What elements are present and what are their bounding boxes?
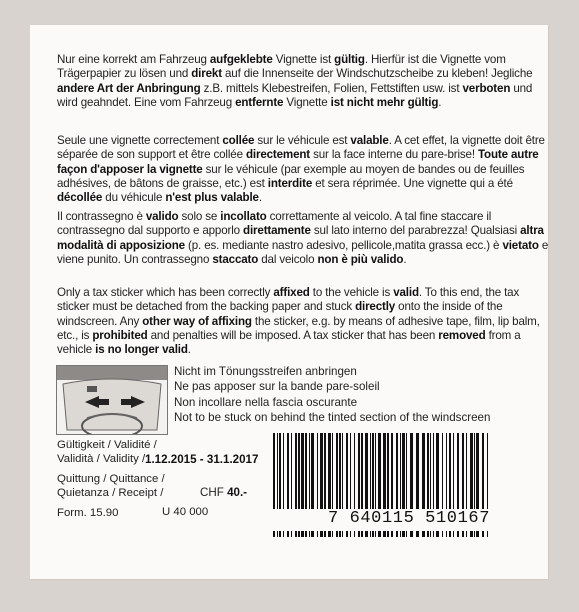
paragraph-text: und wird geahndet. Eine vom Fahrzeug	[57, 81, 533, 109]
emphasis-text: valido	[145, 210, 179, 223]
emphasis-text: non è più valido	[317, 252, 404, 266]
emphasis-text: removed	[438, 328, 486, 342]
emphasis-text: incollato	[220, 210, 267, 223]
paragraph-text: and penalties will be imposed. A tax sticker that has been	[147, 328, 439, 342]
emphasis-text: valid	[393, 286, 419, 299]
paragraph-text: . Hierfür ist die Vignette vom Trägerpapier zu lösen und	[57, 53, 506, 81]
paragraph-english	[57, 286, 552, 357]
emphasis-text: ist nicht mehr gültig	[330, 95, 439, 109]
paragraph-french	[57, 134, 552, 205]
emphasis-text: interdite	[267, 176, 313, 190]
emphasis-text: other way of affixing	[142, 314, 252, 328]
emphasis-text: staccato	[212, 252, 259, 266]
emphasis-text: verboten	[462, 81, 511, 95]
paragraph-text: (p. es. mediante nastro adesivo, pellicole,matita grassa ecc.) è	[184, 238, 503, 252]
windscreen-icon	[57, 366, 167, 434]
emphasis-text: aufgeklebte	[209, 53, 273, 66]
paragraph-text: correttamente al veicolo. A tal fine staccare il contrassegno dal supporto e apporlo	[57, 210, 492, 238]
paragraph-text: sur la face interne du pare-brise!	[310, 148, 478, 162]
emphasis-text: directement	[245, 148, 311, 162]
paragraph-text: .	[438, 95, 442, 109]
paragraph-text: dal veicolo	[258, 252, 318, 266]
paragraph-text: et sera réprimée. Une vignette qui a été	[312, 176, 513, 190]
emphasis-text: décollée	[57, 191, 103, 205]
warning-line-de: Nicht im Tönungsstreifen anbringen	[174, 365, 357, 378]
paragraph-text: auf die Innenseite der Windschutzscheibe zu kleben! Jegliche	[221, 67, 533, 81]
emphasis-text: direkt	[191, 67, 222, 81]
emphasis-text: valable	[350, 134, 389, 147]
barcode-number: 7 640115 510167	[273, 509, 490, 531]
paragraph-italian	[57, 210, 552, 267]
paragraph-text: .	[403, 252, 407, 266]
paragraph-text: Il contrassegno è	[57, 210, 146, 223]
receipt-label: Quittung / Quittance / Quietanza / Receipt /	[57, 473, 165, 500]
emphasis-text: prohibited	[92, 328, 148, 342]
paragraph-text: sul lato interno del parabrezza! Qualsiasi	[310, 224, 521, 238]
warning-line-en: Not to be stuck on behind the tinted section of the windscreen	[174, 411, 491, 425]
paragraph-text: sur le véhicule est	[254, 134, 351, 147]
emphasis-text: directly	[355, 300, 396, 314]
emphasis-text: n'est plus valable	[165, 191, 259, 205]
form-number: Form. 15.90	[57, 507, 119, 519]
price-currency: CHF	[200, 486, 224, 499]
paragraph-text: sur le véhicule (par exemple au moyen de bandes ou de feuilles adhésives, de bâtons de graisse, etc.) est	[57, 162, 525, 190]
emphasis-text: Toute autre façon d'apposer la vignette	[57, 148, 539, 176]
paragraph-text: to the vehicle is	[309, 286, 394, 299]
vignette-backing-card	[30, 25, 548, 579]
paragraph-text: Vignette	[283, 95, 331, 109]
paragraph-text: Seule une vignette correctement	[57, 134, 223, 147]
emphasis-text: collée	[222, 134, 255, 147]
emphasis-text: affixed	[273, 286, 310, 299]
warning-line-it: Non incollare nella fascia oscurante	[174, 395, 358, 409]
emphasis-text: entfernte	[235, 95, 284, 109]
paragraph-text: .	[187, 343, 191, 357]
paragraph-text: Nur eine korrekt am Fahrzeug	[57, 53, 210, 66]
price	[200, 486, 247, 499]
paragraph-text: du véhicule	[102, 191, 166, 205]
paragraph-text: onto the inside of the windscreen. Any	[57, 300, 503, 328]
paragraph-text: Only a tax sticker which has been correctly	[57, 286, 274, 299]
emphasis-text: andere Art der Anbringung	[57, 81, 201, 95]
form-code: U 40 000	[162, 506, 209, 518]
paragraph-text: Vignette ist	[272, 53, 335, 66]
emphasis-text: gültig	[334, 53, 365, 66]
paragraph-text: . A cet effet, la vignette doit être séparée de son support et être collée	[57, 134, 545, 162]
paragraph-text: the sticker, e.g. by means of adhesive tape, film, lip balm, etc., is	[57, 314, 540, 342]
paragraph-text: z.B. mittels Klebestreifen, Folien, Fettstiften usw. ist	[200, 81, 463, 95]
sticker-placement-warning	[174, 364, 490, 426]
validity-period: 1.12.2015 - 31.1.2017	[145, 453, 259, 466]
paragraph-text: . To this end, the tax sticker must be detached from the backing paper and stuck	[57, 286, 520, 314]
warning-line-fr: Ne pas apposer sur la bande pare-soleil	[174, 380, 380, 394]
paragraph-text: .	[258, 191, 262, 205]
validity-label: Gültigkeit / Validité / Validità / Validity /	[57, 439, 157, 466]
emphasis-text: vietato	[502, 238, 539, 252]
paragraph-german	[57, 53, 552, 110]
emphasis-text: is no longer valid	[95, 343, 188, 357]
paragraph-text: e viene punito. Un contrassegno	[57, 238, 549, 266]
paragraph-text: solo se	[178, 210, 221, 223]
price-amount: 40.-	[227, 486, 248, 499]
paragraph-text: from a vehicle	[57, 328, 521, 357]
emphasis-text: altra modalità di apposizione	[57, 224, 544, 252]
windscreen-pictogram	[56, 365, 168, 435]
emphasis-text: direttamente	[243, 224, 311, 238]
